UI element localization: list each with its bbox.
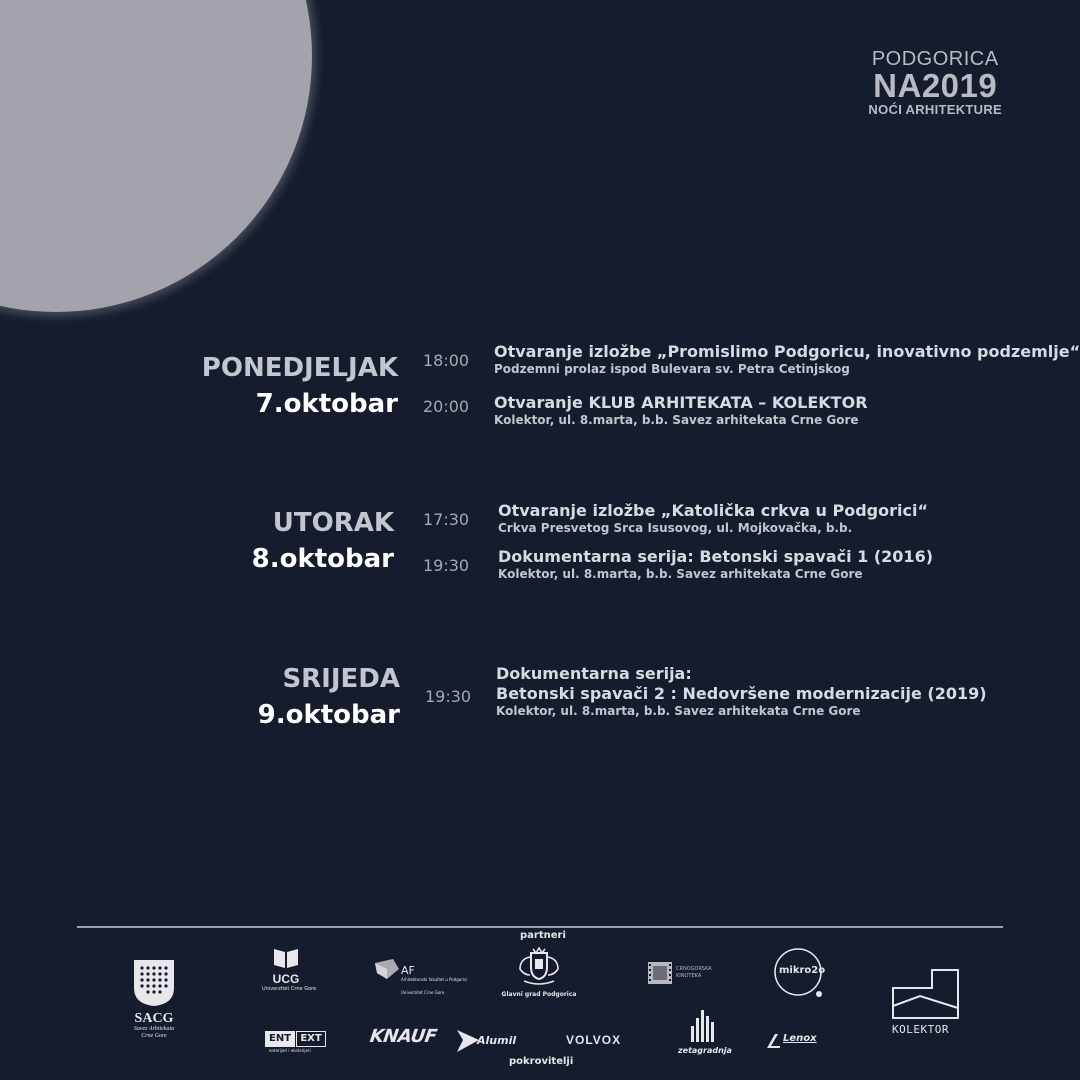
- kinoteka-name2: KINOTEKA: [676, 973, 702, 979]
- zetagradnja-name: zetagradnja: [678, 1046, 732, 1055]
- footer-divider: [77, 926, 1003, 928]
- brand-city: PODGORICA: [871, 48, 999, 70]
- event-time: 19:30: [423, 556, 470, 575]
- sacg-sub1: Savez Arhitekata: [133, 1026, 175, 1032]
- event-location: Kolektor, ul. 8.marta, b.b. Savez arhitekata Crne Gore: [494, 413, 859, 427]
- knauf-logo: KNAUF: [368, 1026, 439, 1047]
- entext-sub: enterijeri i eksterijeri: [269, 1048, 311, 1053]
- event-item: [494, 393, 868, 428]
- festival-brand: [868, 48, 1002, 117]
- af-sub2: Univerzitet Crne Gore: [401, 990, 445, 995]
- mikro2o-logo: [774, 948, 826, 1000]
- lenox-logo: [765, 1032, 835, 1052]
- event-item: [494, 342, 1080, 377]
- event-title: Dokumentarna serija:: [496, 664, 692, 683]
- day-monday: [202, 350, 398, 422]
- event-location: Podzemni prolaz ispod Bulevara sv. Petra Cetinjskog: [494, 362, 850, 376]
- ucg-sub: Univerzitet Crne Gore: [262, 986, 317, 992]
- glavni-grad-logo: [494, 945, 584, 998]
- event-location: Crkva Presvetog Srca Isusovog, ul. Mojkovačka, b.b.: [498, 521, 853, 535]
- af-name: AF: [401, 964, 415, 977]
- brand-subtitle: NOĆI ARHITEKTURE: [868, 102, 1002, 117]
- kolektor-logo: [890, 968, 962, 1038]
- day-wednesday: [258, 661, 400, 733]
- entext-b: EXT: [296, 1031, 326, 1047]
- event-title: Dokumentarna serija: Betonski spavači 1 (2016): [498, 547, 934, 566]
- entext-logo: [265, 1031, 327, 1053]
- entext-a: ENT: [265, 1031, 295, 1047]
- event-title: Otvaranje izložbe „Katolička crkva u Podgorici“: [498, 501, 928, 520]
- kolektor-building-icon: [890, 968, 962, 1022]
- day-date: 7.oktobar: [255, 389, 398, 419]
- volvox-logo: VOLVOX: [566, 1033, 622, 1047]
- event-title-line2: Betonski spavači 2 : Nedovršene modernizacije (2019): [496, 684, 987, 703]
- book-icon: [273, 947, 299, 969]
- event-title: Otvaranje izložbe „Promislimo Podgoricu, inovativno podzemlje“: [494, 342, 1080, 361]
- alumil-name: Alumil: [477, 1034, 517, 1047]
- lenox-name: Lenox: [783, 1033, 817, 1044]
- event-title: Otvaranje KLUB ARHITEKATA – KOLEKTOR: [494, 393, 868, 412]
- event-item: [498, 501, 928, 536]
- event-time: 18:00: [423, 351, 470, 370]
- film-strip-icon: [648, 962, 672, 984]
- sacg-shield-icon: [132, 958, 176, 1008]
- af-polygon-icon: [373, 957, 401, 981]
- event-location: Kolektor, ul. 8.marta, b.b. Savez arhitekata Crne Gore: [496, 704, 861, 718]
- event-location: Kolektor, ul. 8.marta, b.b. Savez arhitekata Crne Gore: [498, 567, 863, 581]
- event-item: [498, 547, 933, 582]
- sacg-sub2: Crne Gore: [141, 1033, 167, 1039]
- sponsors-label: pokrovitelji: [509, 1056, 574, 1067]
- day-date: 9.oktobar: [257, 700, 400, 730]
- event-time: 20:00: [423, 397, 470, 416]
- sacg-name: SACG: [134, 1011, 174, 1026]
- ucg-logo: [262, 947, 317, 992]
- zeta-towers-icon: [689, 1010, 719, 1042]
- glavni-grad-name: Glavni grad Podgorica: [501, 991, 577, 998]
- day-name: UTORAK: [272, 508, 394, 538]
- day-date: 8.oktobar: [251, 544, 394, 574]
- day-name: SRIJEDA: [282, 664, 400, 694]
- zetagradnja-logo: [678, 1010, 730, 1055]
- day-name: PONEDJELJAK: [201, 353, 398, 383]
- partners-label: partneri: [520, 930, 566, 941]
- lenox-mark-icon: [765, 1032, 781, 1050]
- kinoteka-name1: CRNOGORSKA: [676, 966, 712, 972]
- event-time: 19:30: [425, 687, 472, 706]
- mikro2o-name: mikro2o: [779, 965, 826, 976]
- af-sub1: Arhitektonski fakultet u Podgorici: [401, 977, 468, 982]
- event-time: 17:30: [423, 510, 470, 529]
- ucg-name: UCG: [272, 972, 300, 986]
- moon-circle: [0, 0, 312, 312]
- brand-year: NA2019: [873, 67, 998, 104]
- kolektor-name: KOLEKTOR: [892, 1023, 949, 1036]
- day-tuesday: [252, 505, 394, 577]
- sacg-logo: [128, 958, 180, 1040]
- alumil-logo: [455, 1028, 521, 1054]
- coat-of-arms-icon: [514, 945, 564, 987]
- event-item: [496, 664, 987, 719]
